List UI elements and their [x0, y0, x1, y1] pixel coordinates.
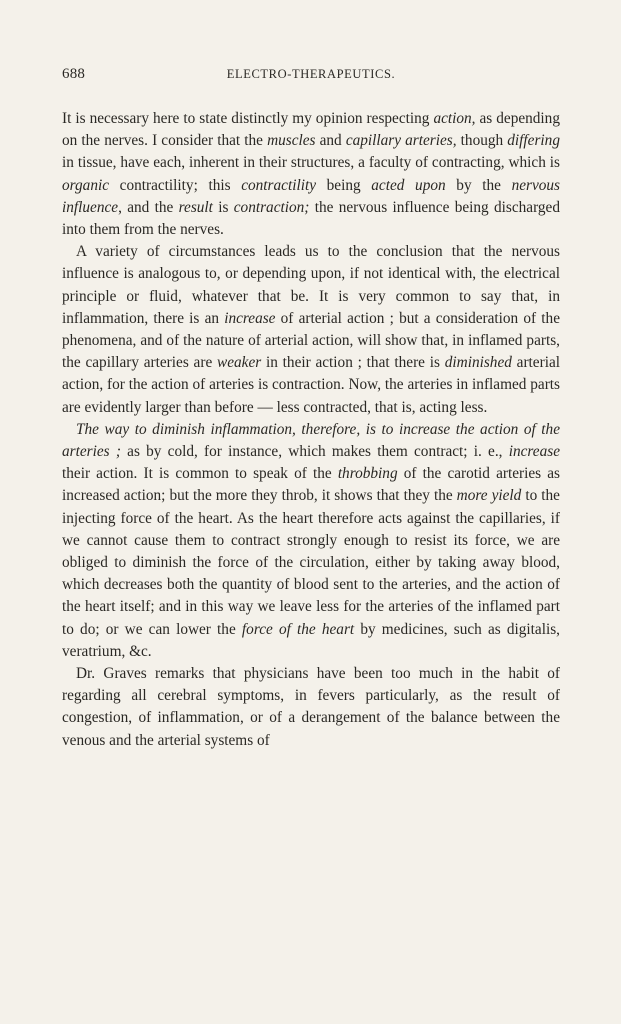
text-run: is — [212, 198, 234, 216]
text-run: though — [456, 132, 508, 150]
text-run: in their action ; that there is — [261, 354, 445, 372]
text-run: the nervous influence being discharged into them from the nerves. — [62, 198, 560, 239]
italic-run: throbbing — [337, 465, 398, 483]
text-run: being — [316, 176, 372, 194]
italic-run: The way to diminish inflammation, therefore, is to increase the action of the arteries ; — [62, 420, 560, 461]
italic-run: increase — [508, 443, 560, 461]
italic-run: force of the heart — [241, 620, 355, 638]
text-run: to the injecting force of the heart. As the heart therefore acts against the capillaries, if we cannot cause them to contract strongly enough to resist its force, we are obliged to diminish the force of the circulation, either by taking away blood, which decreases both the quantity of blood sent to the arteries, and the action of the heart itself; and in this way we leave less for the arteries of the inflamed part to do; or we can lower the — [62, 487, 560, 638]
text-run: by medicines, such as digitalis, veratrium, &c. — [62, 620, 561, 660]
italic-run: contraction; — [233, 198, 310, 216]
paragraph-4 — [62, 663, 560, 752]
text-run: by the — [445, 176, 512, 194]
text-run: It is necessary here to state distinctly my opinion respecting — [62, 110, 434, 127]
italic-run: contractility — [241, 176, 316, 194]
paragraph-3 — [62, 419, 560, 663]
italic-run: differing — [507, 132, 560, 150]
text-run: Dr. Graves remarks that physicians have been too much in the habit of regarding all cerebral symptoms, in fevers particularly, as the result of congestion, of inflammation, or of a derangement of the balance between the venous and the arterial systems of — [62, 665, 560, 749]
italic-run: nervous influence — [62, 176, 561, 216]
text-run: and — [315, 132, 346, 150]
paragraph-1 — [62, 108, 560, 241]
italic-run: weaker — [217, 354, 262, 372]
text-run: A variety of circumstances leads us to the conclusion that the nervous influence is analogous to, or depending upon, if not identical with, the electrical principle or fluid, whatever that be. It is very common to say that, in inflammation, there is an — [62, 243, 560, 327]
text-run: their action. It is common to speak of the — [62, 465, 338, 483]
italic-run: more yield — [456, 487, 522, 505]
running-title: ELECTRO-THERAPEUTICS. — [226, 67, 396, 81]
italic-run: result — [178, 198, 213, 216]
italic-run: muscles — [267, 132, 316, 150]
text-run: of arterial action ; but a consideration of the phenomena, and of the nature of arterial action, will show that, in inflamed parts, the capillary arteries are — [62, 309, 560, 372]
text-run: of the carotid arteries as increased action; but the more they throb, it shows that they the — [62, 465, 560, 505]
italic-run: action, — [433, 110, 476, 127]
italic-run: organic — [62, 176, 110, 194]
text-run: , and the — [118, 198, 179, 216]
text-run: in tissue, have each, inherent in their structures, a faculty of contracting, which is — [62, 154, 560, 172]
text-run: as by cold, for instance, which makes them contract; i. e., — [120, 443, 509, 461]
body-text — [62, 108, 560, 752]
italic-run: increase — [224, 309, 276, 327]
text-run: as depending on the nerves. I consider that the — [62, 110, 560, 150]
text-run: arterial action, for the action of arteries is contraction. Now, the arteries in inflamed parts are evidently larger than before — less contracted, that is, acting less. — [62, 354, 560, 416]
italic-run: capillary arteries, — [345, 132, 457, 150]
italic-run: diminished — [444, 354, 512, 372]
text-run: contractility; this — [109, 176, 242, 194]
paragraph-2 — [62, 241, 560, 419]
italic-run: acted upon — [371, 176, 446, 194]
page-number: 688 — [62, 66, 86, 82]
